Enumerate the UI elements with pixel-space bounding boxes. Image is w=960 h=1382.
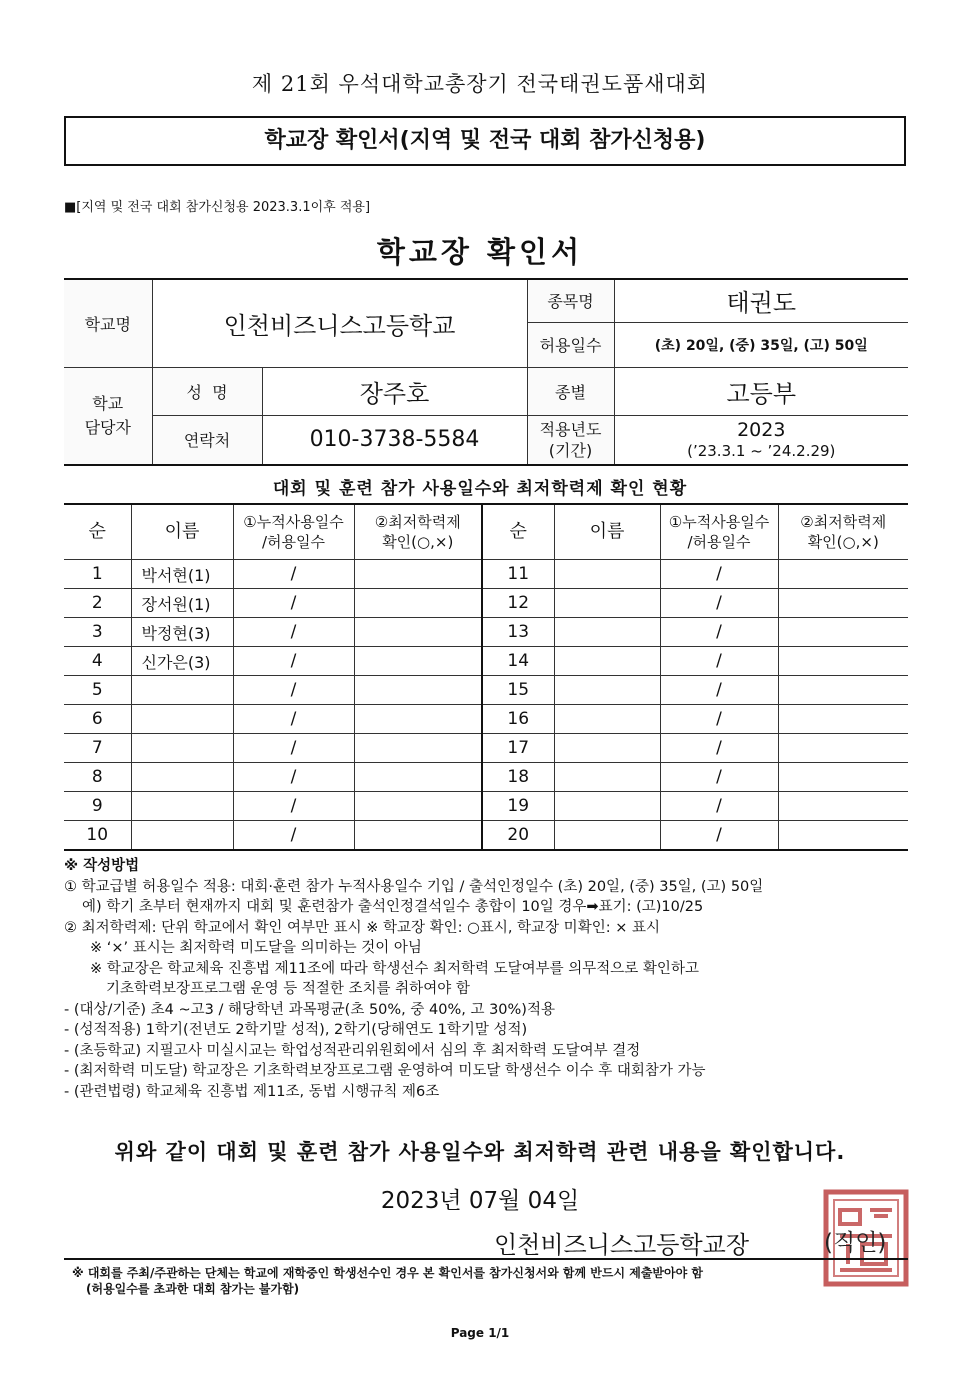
year-label: 적용년도 (기간) [527,415,614,465]
divider [64,1258,908,1260]
row-name: 장서원(1) [131,589,233,618]
row-no: 1 [64,560,131,589]
row-days: / [233,705,354,734]
row-days: / [233,618,354,647]
row-days-2: / [660,560,778,589]
row-name [131,763,233,792]
row-no-2: 20 [482,821,554,851]
row-days-2: / [660,589,778,618]
method-line-2: 예) 학기 초부터 현재까지 대회 및 훈련참가 출석인정결석일수 총합이 10일 경우➡표기: (고)10/25 [82,899,704,915]
row-days-2: / [660,676,778,705]
row-days: / [233,734,354,763]
footnote-line-2: (허용일수를 초과한 대회 참가는 불가함) [86,1282,300,1296]
row-no-2: 18 [482,763,554,792]
row-name [131,821,233,851]
row-name-2 [554,763,660,792]
allowed-days-label: 허용일수 [527,322,614,367]
row-no-2: 19 [482,792,554,821]
row-no-2: 12 [482,589,554,618]
method-line-11: - (관련법령) 학교체육 진흥법 제11조, 동법 시행규칙 제6조 [64,1083,440,1100]
contact-value: 010-3738-5584 [262,415,527,465]
row-name: 박정현(3) [131,618,233,647]
row-grade-2 [778,792,908,821]
method-line-8: - (성적적용) 1학기(전년도 2학기말 성적), 2학기(당해연도 1학기말 성적) [64,1022,528,1038]
table-row [64,763,908,792]
row-name [131,792,233,821]
school-name-label: 학교명 [64,279,152,367]
seal-label: (직인) [824,1230,887,1256]
row-days: / [233,560,354,589]
method-line-7: - (대상/기준) 초4 ~고3 / 해당학년 과목평균(초 50%, 중 40%, 고 30%)적용 [64,1001,555,1018]
row-grade [354,763,482,792]
row-days-2: / [660,821,778,851]
row-grade-2 [778,763,908,792]
school-name-value: 인천비즈니스고등학교 [152,279,527,367]
sport-value: 태권도 [614,279,908,322]
row-grade-2 [778,676,908,705]
col-grade: ②최저학력제 확인(○,×) [354,504,482,560]
division-value: 고등부 [614,367,908,415]
row-days: / [233,763,354,792]
row-grade [354,560,482,589]
main-title: 학교장 확인서 [376,235,584,269]
row-name-2 [554,734,660,763]
row-grade-2 [778,647,908,676]
footnote-line-1: ※ 대회를 주최/주관하는 단체는 학교에 재학중인 학생선수인 경우 본 확인서를 참가신청서와 함께 반드시 제출받아야 함 [72,1266,703,1280]
table-row [64,589,908,618]
table-row [64,705,908,734]
row-name-2 [554,676,660,705]
row-days: / [233,821,354,851]
row-no: 7 [64,734,131,763]
row-grade-2 [778,589,908,618]
row-grade [354,734,482,763]
row-name-2 [554,705,660,734]
method-line-3: ② 최저학력제: 단위 학교에서 확인 여부만 표시 ※ 학교장 확인: ○표시, 학교장 미확인: × 표시 [64,919,660,936]
table-row [64,734,908,763]
row-grade [354,676,482,705]
method-line-9: - (초등학교) 지필고사 미실시교는 학업성적관리위원회에서 심의 후 최저학력 도달여부 결정 [64,1042,641,1059]
row-name: 신가은(3) [131,647,233,676]
row-grade-2 [778,560,908,589]
row-days: / [233,676,354,705]
page-number: Page 1/1 [450,1326,510,1340]
principal-name: 인천비즈니스고등학교장 [494,1231,750,1259]
row-no: 6 [64,705,131,734]
row-days: / [233,589,354,618]
row-days-2: / [660,763,778,792]
method-line-5: ※ 학교장은 학교체육 진흥법 제11조에 따라 학생선수 최저학력 도달여부를 의무적으로 확인하고 [90,960,699,977]
row-name-2 [554,792,660,821]
row-name-2 [554,560,660,589]
row-days-2: / [660,705,778,734]
method-title: ※ 작성방법 [64,858,140,874]
school-info-table [64,278,908,466]
division-label: 종별 [527,367,614,415]
sport-label: 종목명 [527,279,614,322]
row-grade [354,821,482,851]
issue-date: 2023년 07월 04일 [380,1188,580,1214]
row-days-2: / [660,618,778,647]
table-row [64,676,908,705]
row-name-2 [554,821,660,851]
row-no-2: 14 [482,647,554,676]
row-no: 10 [64,821,131,851]
row-days-2: / [660,734,778,763]
row-name [131,676,233,705]
row-grade [354,705,482,734]
row-days-2: / [660,792,778,821]
method-line-6: 기초학력보장프로그램 운영 등 적절한 조치를 취하여야 함 [106,981,470,997]
row-name-2 [554,618,660,647]
table-row [64,821,908,851]
row-name [131,734,233,763]
table-row [64,647,908,676]
manager-label: 학교 담당자 [64,367,152,465]
row-grade [354,618,482,647]
table-row [64,618,908,647]
manager-name-value: 장주호 [262,367,527,415]
row-no-2: 17 [482,734,554,763]
row-grade [354,647,482,676]
document-box-title: 학교장 확인서(지역 및 전국 대회 참가신청용) [64,116,906,166]
year-value: 2023 [737,418,786,441]
row-grade [354,792,482,821]
row-grade-2 [778,734,908,763]
row-no-2: 16 [482,705,554,734]
row-grade-2 [778,821,908,851]
col-grade-2: ②최저학력제 확인(○,×) [778,504,908,560]
status-title: 대회 및 훈련 참가 사용일수와 최저학력제 확인 현황 [272,479,688,499]
row-no-2: 15 [482,676,554,705]
allowed-days-value: (초) 20일, (중) 35일, (고) 50일 [614,322,908,367]
method-line-10: - (최저학력 미도달) 학교장은 기초학력보장프로그램 운영하여 미도달 학생선수 이수 후 대회참가 가능 [64,1063,706,1079]
contact-label: 연락처 [152,415,262,465]
table-row [64,792,908,821]
writing-method [64,856,924,1102]
row-grade-2 [778,705,908,734]
table-row [64,560,908,589]
row-days-2: / [660,647,778,676]
participation-table [64,503,908,851]
row-no: 9 [64,792,131,821]
method-line-4: ※ ‘×’ 표시는 최저학력 미도달을 의미하는 것이 아님 [90,940,422,956]
col-no-2: 순 [482,504,554,560]
col-name-2: 이름 [554,504,660,560]
row-no: 8 [64,763,131,792]
row-name: 박서현(1) [131,560,233,589]
row-days: / [233,792,354,821]
col-name: 이름 [131,504,233,560]
row-no-2: 11 [482,560,554,589]
method-line-1: ① 학교급별 허용일수 적용: 대회·훈련 참가 누적사용일수 기입 / 출석인정일수 (초) 20일, (중) 35일, (고) 50일 [64,878,764,895]
row-name-2 [554,589,660,618]
year-cell [614,415,908,465]
col-days: ①누적사용일수 /허용일수 [233,504,354,560]
row-grade-2 [778,618,908,647]
participation-rows [64,560,908,851]
row-no: 4 [64,647,131,676]
row-no: 3 [64,618,131,647]
manager-name-label: 성 명 [152,367,262,415]
row-no: 5 [64,676,131,705]
confirmation-statement: 위와 같이 대회 및 훈련 참가 사용일수와 최저학력 관련 내용을 확인합니다. [114,1140,846,1164]
competition-title: 제 21회 우석대학교총장기 전국태권도품새대회 [251,72,709,96]
row-name-2 [554,647,660,676]
row-grade [354,589,482,618]
col-days-2: ①누적사용일수 /허용일수 [660,504,778,560]
year-period: (’23.3.1 ~ ’24.2.29) [687,441,836,460]
row-no-2: 13 [482,618,554,647]
row-name [131,705,233,734]
row-days: / [233,647,354,676]
applicability-note: ■[지역 및 전국 대회 참가신청용 2023.3.1이후 적용] [64,200,371,215]
submission-footnote [72,1265,912,1297]
row-no: 2 [64,589,131,618]
col-no: 순 [64,504,131,560]
